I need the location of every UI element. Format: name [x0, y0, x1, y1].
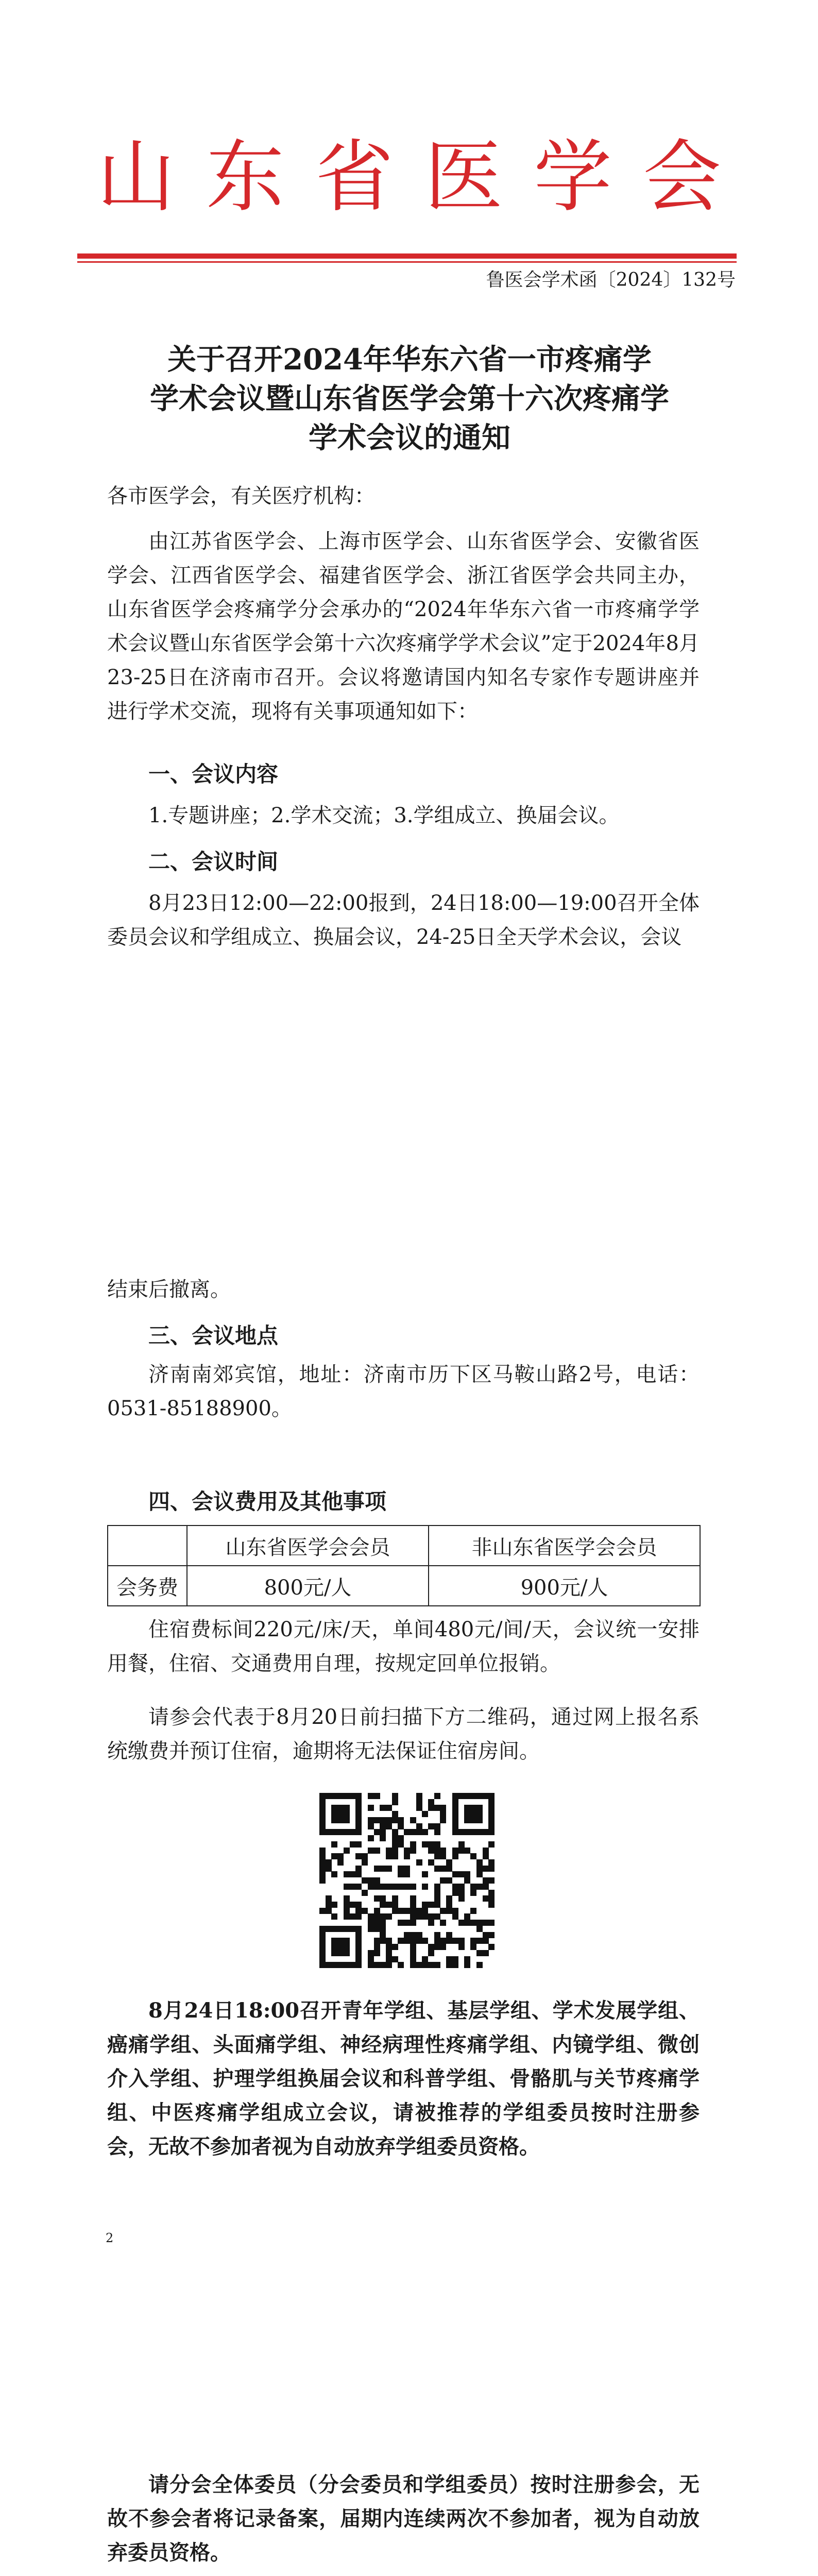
title-line-1: 关于召开2024年华东六省一市疼痛学 [167, 343, 652, 377]
section-2-text-continued: 结束后撤离。 [107, 1278, 231, 1301]
lodging-text: 住宿费标间220元/床/天，单间480元/间/天，会议统一安排用餐，住宿、交通费用自理，按规定回单位报销。 [107, 1618, 700, 1675]
all-members-notice: 请分会全体委员（分会委员和学组委员）按时注册参会，无故不参会者将记录备案，届期内连续两次不参加者，视为自动放弃委员资格。 [107, 2472, 700, 2565]
section-4-heading: 四、会议费用及其他事项 [148, 1489, 387, 1514]
section-3-heading: 三、会议地点 [148, 1323, 279, 1348]
fee-table [107, 1525, 701, 1606]
registration-qr-code[interactable] [319, 1793, 495, 1968]
title-line-2: 学术会议暨山东省医学会第十六次疼痛学 [150, 382, 669, 416]
meeting-notice: 8月24日18:00召开青年学组、基层学组、学术发展学组、癌痛学组、头面痛学组、神经病理性疼痛学组、内镜学组、微创介入学组、护理学组换届会议和科普学组、骨骼肌与关节疼痛学组、中医疼痛学组成立会议，请被推荐的学组委员按时注册参会，无故不参加者视为自动放弃学组委员资格。 [107, 1998, 700, 2159]
section-2-text: 8月23日12:00—22:00报到，24日18:00—19:00召开全体委员会议和学组成立、换届会议，24-25日全天学术会议，会议 [107, 891, 700, 949]
masthead-rule-thin [77, 261, 737, 263]
salutation: 各市医学会，有关医疗机构： [107, 484, 375, 508]
section-1-text: 1.专题讲座；2.学术交流；3.学组成立、换届会议。 [148, 804, 620, 827]
table-cell-nonmember-fee: 900元/人 [429, 1566, 700, 1606]
table-header-member: 山东省医学会会员 [187, 1526, 429, 1566]
page-number-2: 2 [106, 2231, 114, 2245]
table-row-label: 会务费 [108, 1566, 187, 1606]
title-line-3: 学术会议的通知 [309, 421, 510, 455]
section-3-text: 济南南郊宾馆，地址：济南市历下区马鞍山路2号，电话：0531-85188900。 [107, 1363, 700, 1420]
table-cell-empty [108, 1526, 187, 1566]
document-number: 鲁医会学术函〔2024〕132号 [486, 269, 736, 291]
table-row [108, 1526, 700, 1566]
org-masthead: 山东省医学会 [97, 131, 752, 223]
table-row [108, 1566, 700, 1606]
register-text: 请参会代表于8月20日前扫描下方二维码，通过网上报名系统缴费并预订住宿，逾期将无法保证住宿房间。 [107, 1705, 700, 1763]
section-2-heading: 二、会议时间 [148, 849, 279, 874]
masthead-rule-thick [77, 253, 737, 259]
intro-paragraph: 由江苏省医学会、上海市医学会、山东省医学会、安徽省医学会、江西省医学会、福建省医学会、浙江省医学会共同主办，山东省医学会疼痛学分会承办的“2024年华东六省一市疼痛学学术会议暨山东省医学会第十六次疼痛学学术会议”定于2024年8月23-25日在济南市召开。会议将邀请国内知名专家作专题讲座并进行学术交流，现将有关事项通知如下： [107, 530, 700, 723]
document-title [77, 340, 742, 457]
section-1-heading: 一、会议内容 [148, 761, 279, 787]
table-cell-member-fee: 800元/人 [187, 1566, 429, 1606]
table-header-nonmember: 非山东省医学会会员 [429, 1526, 700, 1566]
